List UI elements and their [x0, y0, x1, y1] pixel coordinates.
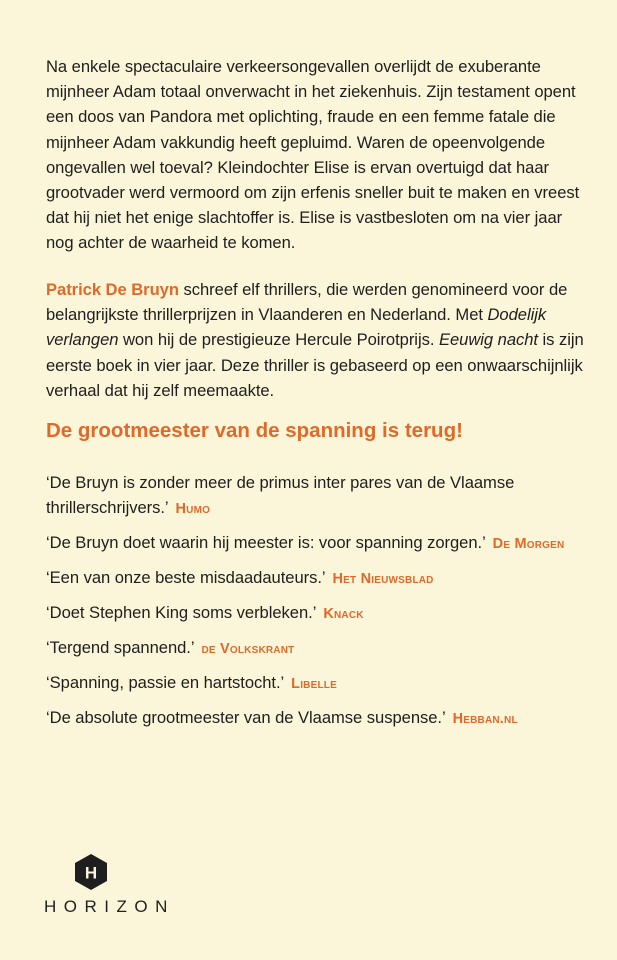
review-quote	[46, 565, 596, 592]
author-bio	[46, 277, 586, 403]
quote-source: Humo	[175, 501, 211, 517]
bio-part-1: schreef elf thrillers, die werden genomineerd voor de belangrijkste thrillerprijzen in Vlaanderen en Nederland. Met	[46, 280, 568, 325]
bio-part-3: is zijn eerste boek in vier jaar. Deze thriller is gebaseerd op een onwaarschijnlijk verhaal dat hij zelf meemaakte.	[46, 330, 584, 400]
review-quote	[46, 600, 596, 627]
author-bio-text	[46, 277, 586, 403]
quote-text: ‘De Bruyn is zonder meer de primus inter pares van de Vlaamse thrillerschrijvers.’	[46, 473, 515, 517]
book-title-1: Dodelijk verlangen	[46, 305, 547, 350]
author-name: Patrick De Bruyn	[46, 280, 179, 299]
quote-source: De Morgen	[492, 536, 565, 552]
quote-text: ‘De absolute grootmeester van de Vlaamse suspense.’	[46, 708, 445, 727]
quote-text: ‘Doet Stephen King soms verbleken.’	[46, 603, 316, 622]
review-quote	[46, 530, 566, 557]
review-quote	[46, 635, 596, 662]
quote-source: Het Nieuwsblad	[332, 571, 434, 587]
quote-text: ‘Spanning, passie en hartstocht.’	[46, 673, 284, 692]
logo-letter: H	[84, 863, 98, 883]
bio-part-2: won hij de prestigieuze Hercule Poirotprijs.	[118, 330, 439, 350]
review-quotes	[46, 470, 596, 740]
synopsis-text: Na enkele spectaculaire verkeersongevallen overlijdt de exuberante mijnheer Adam totaal onverwacht in het ziekenhuis. Zijn testament opent een doos van Pandora met oplichting, fraude en een femme fatale die mijnheer Adam vakkundig heeft gepluimd. Waren de opeenvolgende ongevallen wel toeval? Kleindochter Elise is ervan overtuigd dat haar grootvader werd vermoord om zijn erfenis sneller buit te maken en vreest dat hij niet het enige slachtoffer is. Elise is vastbesloten om na vier jaar nog achter de waarheid te komen.	[46, 57, 580, 253]
review-quote	[46, 670, 596, 697]
book-title-2: Eeuwig nacht	[438, 330, 538, 350]
quote-text: ‘Een van onze beste misdaadauteurs.’	[46, 568, 325, 587]
publisher-name: HORIZON	[44, 897, 175, 916]
tagline: De grootmeester van de spanning is terug!	[46, 419, 463, 442]
quote-source: Hebban.nl	[452, 711, 518, 727]
quote-source: Libelle	[291, 676, 337, 692]
hexagon-h-logo-icon	[72, 853, 110, 891]
quote-text: ‘De Bruyn doet waarin hij meester is: voor spanning zorgen.’	[46, 533, 486, 552]
review-quote	[46, 470, 516, 522]
quote-text: ‘Tergend spannend.’	[46, 638, 194, 657]
synopsis	[46, 54, 586, 256]
quote-source: Knack	[323, 606, 364, 622]
quote-source: de Volkskrant	[201, 641, 295, 657]
review-quote	[46, 705, 596, 732]
